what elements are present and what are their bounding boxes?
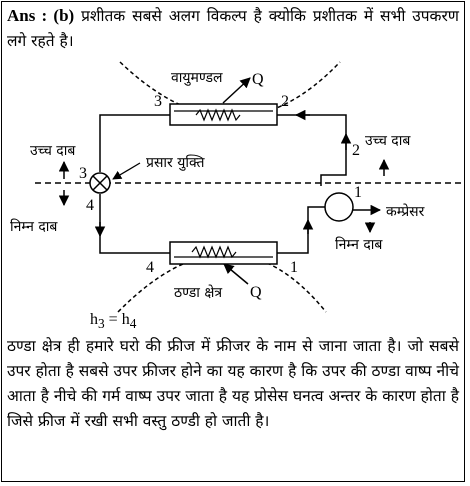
point-1-bottom: 1 <box>290 259 298 276</box>
heat-in-label: Q <box>250 284 262 301</box>
point-4-left: 4 <box>86 197 94 214</box>
point-2-right: 2 <box>352 142 360 159</box>
low-pressure-left-label: निम्न दाब <box>10 219 58 235</box>
explanation-paragraph: ठण्डा क्षेत्र ही हमारे घरो की फ्रीज में फ्रीजर के नाम से जाना जाता है। जो सबसे उपर होता है सबसे उपर फ्रीजर होने का यह कारण है कि उपर की ठण्डा वाष्प नीचे आता है नीचे की गर्म वाष्प उपर जाता है यह प्रोसेस घनत्व अन्तर के कारण होता है जिसे फ्रीज में रखी सभी वस्तु ठण्डी हो जाती है। <box>7 337 459 430</box>
compressor-label: कम्प्रेसर <box>386 204 425 220</box>
heat-in-arrow <box>224 264 248 284</box>
atmosphere-label: वायुमण्डल <box>171 70 223 86</box>
point-2-top: 2 <box>281 93 289 110</box>
low-pressure-right-label: निम्न दाब <box>335 237 383 253</box>
heat-out-label: Q <box>252 71 264 88</box>
cold-region-label: ठण्डा क्षेत्र <box>174 285 223 301</box>
expansion-device-label: प्रसार युक्ति <box>146 155 205 171</box>
condenser-box <box>170 104 277 125</box>
point-1-right: 1 <box>354 184 362 201</box>
evaporator-box <box>170 242 277 264</box>
expansion-pointer-arrow <box>113 163 140 179</box>
enthalpy-equation: $h_3 = h_4$ <box>90 311 137 332</box>
answer-prefix: Ans : (b) <box>7 6 75 25</box>
high-pressure-left-label: उच्च दाब <box>30 143 76 159</box>
heat-out-arrow <box>223 78 250 103</box>
point-4-bottom: 4 <box>146 259 154 276</box>
compressor-symbol <box>325 193 353 221</box>
high-pressure-right-label: उच्च दाब <box>365 133 411 149</box>
point-3-left: 3 <box>79 165 87 182</box>
answer-text: प्रशीतक सबसे अलग विकल्प है क्योकि प्रशीतक में सभी उपकरण लगे रहते है। <box>7 7 459 50</box>
point-3-top: 3 <box>154 93 162 110</box>
